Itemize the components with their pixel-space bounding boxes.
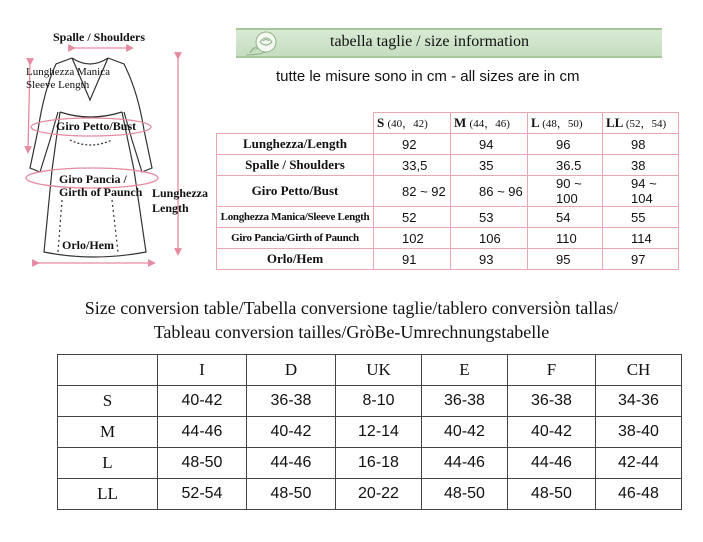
conversion-cell: 36-38 — [508, 386, 596, 417]
measure-cell: 90 ~ 100 — [528, 176, 603, 207]
measure-cell: 38 — [603, 155, 679, 176]
conversion-cell: 44-46 — [422, 448, 508, 479]
table-row — [217, 207, 679, 228]
units-note: tutte le misure sono in cm - all sizes are in cm — [276, 68, 580, 85]
row-label: Lunghezza/Length — [217, 134, 374, 155]
size-table-corner — [217, 113, 374, 134]
measure-cell: 93 — [451, 249, 528, 270]
measure-cell: 33,5 — [374, 155, 451, 176]
table-row — [217, 176, 679, 207]
label-shoulders: Spalle / Shoulders — [53, 30, 146, 44]
measure-cell: 92 — [374, 134, 451, 155]
conversion-cell: 48-50 — [422, 479, 508, 510]
label-length-en: Length — [152, 201, 189, 215]
conversion-cell: 12-14 — [336, 417, 422, 448]
row-label: Spalle / Shoulders — [217, 155, 374, 176]
measure-cell: 102 — [374, 228, 451, 249]
measure-cell: 110 — [528, 228, 603, 249]
table-row — [58, 479, 682, 510]
conversion-cell: 48-50 — [508, 479, 596, 510]
row-label: Giro Petto/Bust — [217, 176, 374, 207]
country-col: UK — [336, 355, 422, 386]
rose-icon — [244, 29, 284, 57]
conversion-cell: 44-46 — [158, 417, 247, 448]
row-label: M — [58, 417, 158, 448]
table-row — [217, 249, 679, 270]
conversion-heading-line2: Tableau conversion tailles/GròBe-Umrechnungstabelle — [153, 322, 550, 342]
size-col-m — [451, 113, 528, 134]
table-row — [58, 417, 682, 448]
row-label: LL — [58, 479, 158, 510]
conversion-cell: 46-48 — [596, 479, 682, 510]
size-conversion-table — [57, 354, 682, 510]
conversion-cell: 44-46 — [247, 448, 336, 479]
country-col: I — [158, 355, 247, 386]
conversion-cell: 48-50 — [247, 479, 336, 510]
label-paunch-it: Giro Pancia / — [59, 172, 127, 186]
size-col-label: L — [531, 115, 539, 130]
measure-cell: 95 — [528, 249, 603, 270]
conversion-cell: 40-42 — [508, 417, 596, 448]
country-col: E — [422, 355, 508, 386]
measure-cell: 94 — [451, 134, 528, 155]
size-col-s — [374, 113, 451, 134]
measure-cell: 106 — [451, 228, 528, 249]
measure-cell: 35 — [451, 155, 528, 176]
label-paunch-en: Girth of Paunch — [59, 185, 143, 199]
label-hem: Orlo/Hem — [62, 238, 114, 252]
table-row — [217, 155, 679, 176]
measure-cell: 54 — [528, 207, 603, 228]
row-label: Orlo/Hem — [217, 249, 374, 270]
conversion-heading — [0, 296, 703, 344]
conversion-cell: 36-38 — [247, 386, 336, 417]
size-col-nums: (40，42) — [387, 118, 428, 130]
size-info-table — [216, 112, 679, 270]
measure-cell: 96 — [528, 134, 603, 155]
row-label: Longhezza Manica/Sleeve Length — [217, 207, 374, 228]
size-col-nums: (52，54) — [625, 118, 667, 130]
size-col-label: LL — [606, 115, 623, 130]
measure-cell: 53 — [451, 207, 528, 228]
conversion-corner — [58, 355, 158, 386]
size-info-banner — [236, 28, 662, 58]
country-col: CH — [596, 355, 682, 386]
size-col-label: M — [454, 115, 467, 130]
measure-cell: 36.5 — [528, 155, 603, 176]
table-row — [217, 134, 679, 155]
conversion-cell: 34-36 — [596, 386, 682, 417]
table-row — [217, 228, 679, 249]
size-col-nums: (48，50) — [542, 118, 583, 130]
measure-cell: 94 ~ 104 — [603, 176, 679, 207]
size-col-ll — [603, 113, 679, 134]
table-row — [58, 448, 682, 479]
country-col: F — [508, 355, 596, 386]
size-col-nums: (44，46) — [469, 118, 510, 130]
label-sleeve-it: Lunghezza Manica — [26, 66, 110, 78]
conversion-cell: 44-46 — [508, 448, 596, 479]
measure-cell: 82 ~ 92 — [374, 176, 451, 207]
measure-cell: 98 — [603, 134, 679, 155]
row-label: Giro Pancia/Girth of Paunch — [217, 228, 374, 249]
label-sleeve-en: Sleeve Length — [26, 79, 90, 91]
conversion-header-row — [58, 355, 682, 386]
measure-cell: 114 — [603, 228, 679, 249]
country-col: D — [247, 355, 336, 386]
conversion-cell: 40-42 — [158, 386, 247, 417]
banner-title: tabella taglie / size information — [330, 33, 530, 50]
size-col-l — [528, 113, 603, 134]
conversion-cell: 16-18 — [336, 448, 422, 479]
measure-cell: 86 ~ 96 — [451, 176, 528, 207]
conversion-cell: 38-40 — [596, 417, 682, 448]
size-col-label: S — [377, 115, 385, 130]
row-label: L — [58, 448, 158, 479]
label-bust: Giro Petto/Bust — [56, 119, 137, 133]
measure-cell: 55 — [603, 207, 679, 228]
measure-cell: 52 — [374, 207, 451, 228]
label-length-it: Lunghezza — [152, 186, 209, 200]
conversion-heading-line1: Size conversion table/Tabella conversione taglie/tablero conversiòn tallas/ — [84, 298, 619, 318]
size-table-header-row — [217, 113, 679, 134]
conversion-cell: 20-22 — [336, 479, 422, 510]
conversion-cell: 42-44 — [596, 448, 682, 479]
measure-cell: 91 — [374, 249, 451, 270]
conversion-cell: 48-50 — [158, 448, 247, 479]
conversion-cell: 40-42 — [422, 417, 508, 448]
conversion-cell: 36-38 — [422, 386, 508, 417]
conversion-cell: 52-54 — [158, 479, 247, 510]
table-row — [58, 386, 682, 417]
conversion-cell: 40-42 — [247, 417, 336, 448]
measure-cell: 97 — [603, 249, 679, 270]
conversion-cell: 8-10 — [336, 386, 422, 417]
row-label: S — [58, 386, 158, 417]
